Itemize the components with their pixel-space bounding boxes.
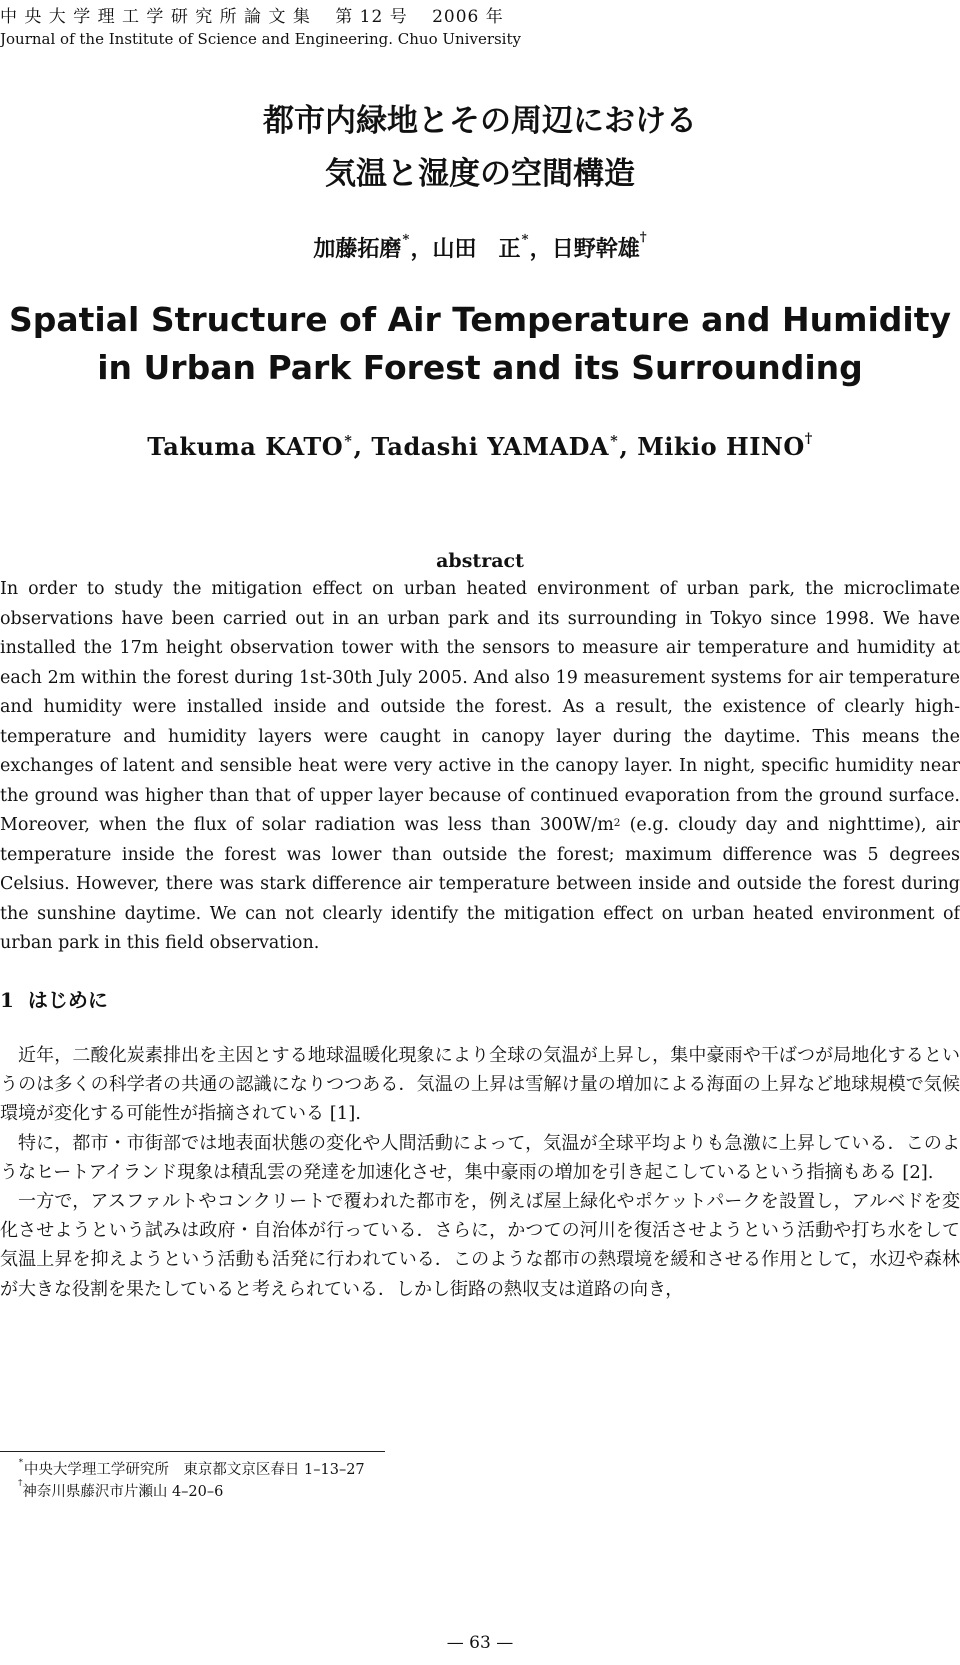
paragraph-3: 一方で，アスファルトやコンクリートで覆われた都市を，例えば屋上緑化やポケットパークを設置し，アルベドを変化させようという試みは政府・自治体が行っている．さらに，かつての河川を復活させようという活動や打ち水をして気温上昇を抑えようという活動も活発に行われている．このような都市の熱環境を緩和させる作用として，水辺や森林が大きな役割を果たしていると考えられている．しかし街路の熱収支は道路の向き， — [0, 1191, 960, 1300]
author-ja-separator-1: ， — [410, 236, 433, 262]
abstract-superscript: 2 — [613, 817, 621, 829]
authors-ja — [0, 232, 960, 263]
paragraph-2: 特に，都市・市街部では地表面状態の変化や人間活動によって，気温が全球平均よりも急激に上昇している．このようなヒートアイランド現象は積乱雲の発達を加速化させ，集中豪雨の増加を引き起こしているという指摘もある [2]. — [0, 1132, 960, 1183]
section-title: はじめに — [27, 988, 108, 1012]
footnote-1 — [18, 1458, 365, 1479]
title-ja-line2: 気温と湿度の空間構造 — [325, 156, 635, 192]
journal-header-ja: 中 央 大 学 理 工 学 研 究 所 論 文 集 第 12 号 2006 年 — [0, 7, 504, 27]
author-ja-1: 加藤拓磨 — [313, 236, 402, 262]
page-number: — 63 — — [446, 1633, 514, 1653]
author-en-separator-1: , — [353, 432, 372, 461]
abstract-heading: abstract — [436, 550, 524, 572]
footnote-1-mark: ∗ — [18, 1456, 24, 1466]
journal-header-en: Journal of the Institute of Science and Engineering. Chuo University — [0, 30, 521, 48]
author-en-1-affiliation-mark: ∗ — [343, 430, 354, 447]
abstract-text-part2: (e.g. cloudy day and nighttime), air temperature inside the forest was lower than outside the forest; maximum difference was 5 degrees Celsius. However, there was stark difference air temperature between inside and outside the forest during the sunshine daytime. We can not clearly identify the mitigation effect on urban heated environment of urban park in this field observation. — [0, 815, 960, 953]
title-en-line1: Spatial Structure of Air Temperature and Humidity — [9, 300, 951, 339]
paragraph-1: 近年，二酸化炭素排出を主因とする地球温暖化現象により全球の気温が上昇し，集中豪雨や干ばつが局地化するというのは多くの科学者の共通の認識になりつつある．気温の上昇は雪解け量の増加による海面の上昇など地球規模で気候環境が変化する可能性が指摘されている [1]. — [0, 1045, 960, 1125]
footnote-2-text: 神奈川県藤沢市片瀬山 4–20–6 — [22, 1484, 224, 1500]
section-1-body — [0, 1041, 960, 1304]
authors-en — [0, 432, 960, 461]
author-ja-3: 日野幹雄 — [551, 236, 640, 262]
abstract-text-part1: In order to study the mitigation effect on urban heated environment of urban park, the microclimate observations have been carried out in an urban park and its surrounding in Tokyo since 1998. We have installed the 17m height observation tower with the sensors to measure air temperature and humidity at each 2m within the forest during 1st-30th July 2005. And also 19 measurement systems for air temperature and humidity were installed inside and outside the forest. As a result, the existence of clearly high- temperature and humidity layers were caught in canopy layer during the daytime. This means the exchanges of latent and sensible heat were very active in the canopy layer. In night, specific humidity near the ground was higher than that of upper layer because of continued evaporation from the ground surface. Moreover, when the flux of solar radiation was less than 300W/m — [0, 579, 960, 835]
section-number: 1 — [0, 988, 14, 1012]
author-ja-1-affiliation-mark: ∗ — [401, 230, 411, 245]
author-en-3: Mikio HINO — [637, 432, 805, 461]
author-ja-2-affiliation-mark: ∗ — [520, 230, 530, 245]
title-ja-line1: 都市内緑地とその周辺における — [263, 103, 697, 139]
author-ja-separator-2: ， — [529, 236, 552, 262]
author-en-2-affiliation-mark: ∗ — [609, 430, 620, 447]
section-1-heading — [0, 984, 108, 1013]
author-ja-2: 山田 正 — [432, 236, 521, 262]
author-en-1: Takuma KATO — [147, 432, 344, 461]
author-ja-3-affiliation-mark: † — [639, 230, 647, 245]
author-en-2: Tadashi YAMADA — [371, 432, 610, 461]
footnote-2-mark: † — [18, 1478, 23, 1488]
footnote-divider — [0, 1451, 385, 1452]
footnote-1-text: 中央大学理工学研究所 東京都文京区春日 1–13–27 — [23, 1462, 365, 1478]
author-en-3-affiliation-mark: † — [804, 430, 813, 447]
footnote-2 — [18, 1480, 223, 1501]
abstract-body — [0, 575, 960, 959]
title-en-line2: in Urban Park Forest and its Surrounding — [97, 348, 863, 387]
author-en-separator-2: , — [619, 432, 638, 461]
